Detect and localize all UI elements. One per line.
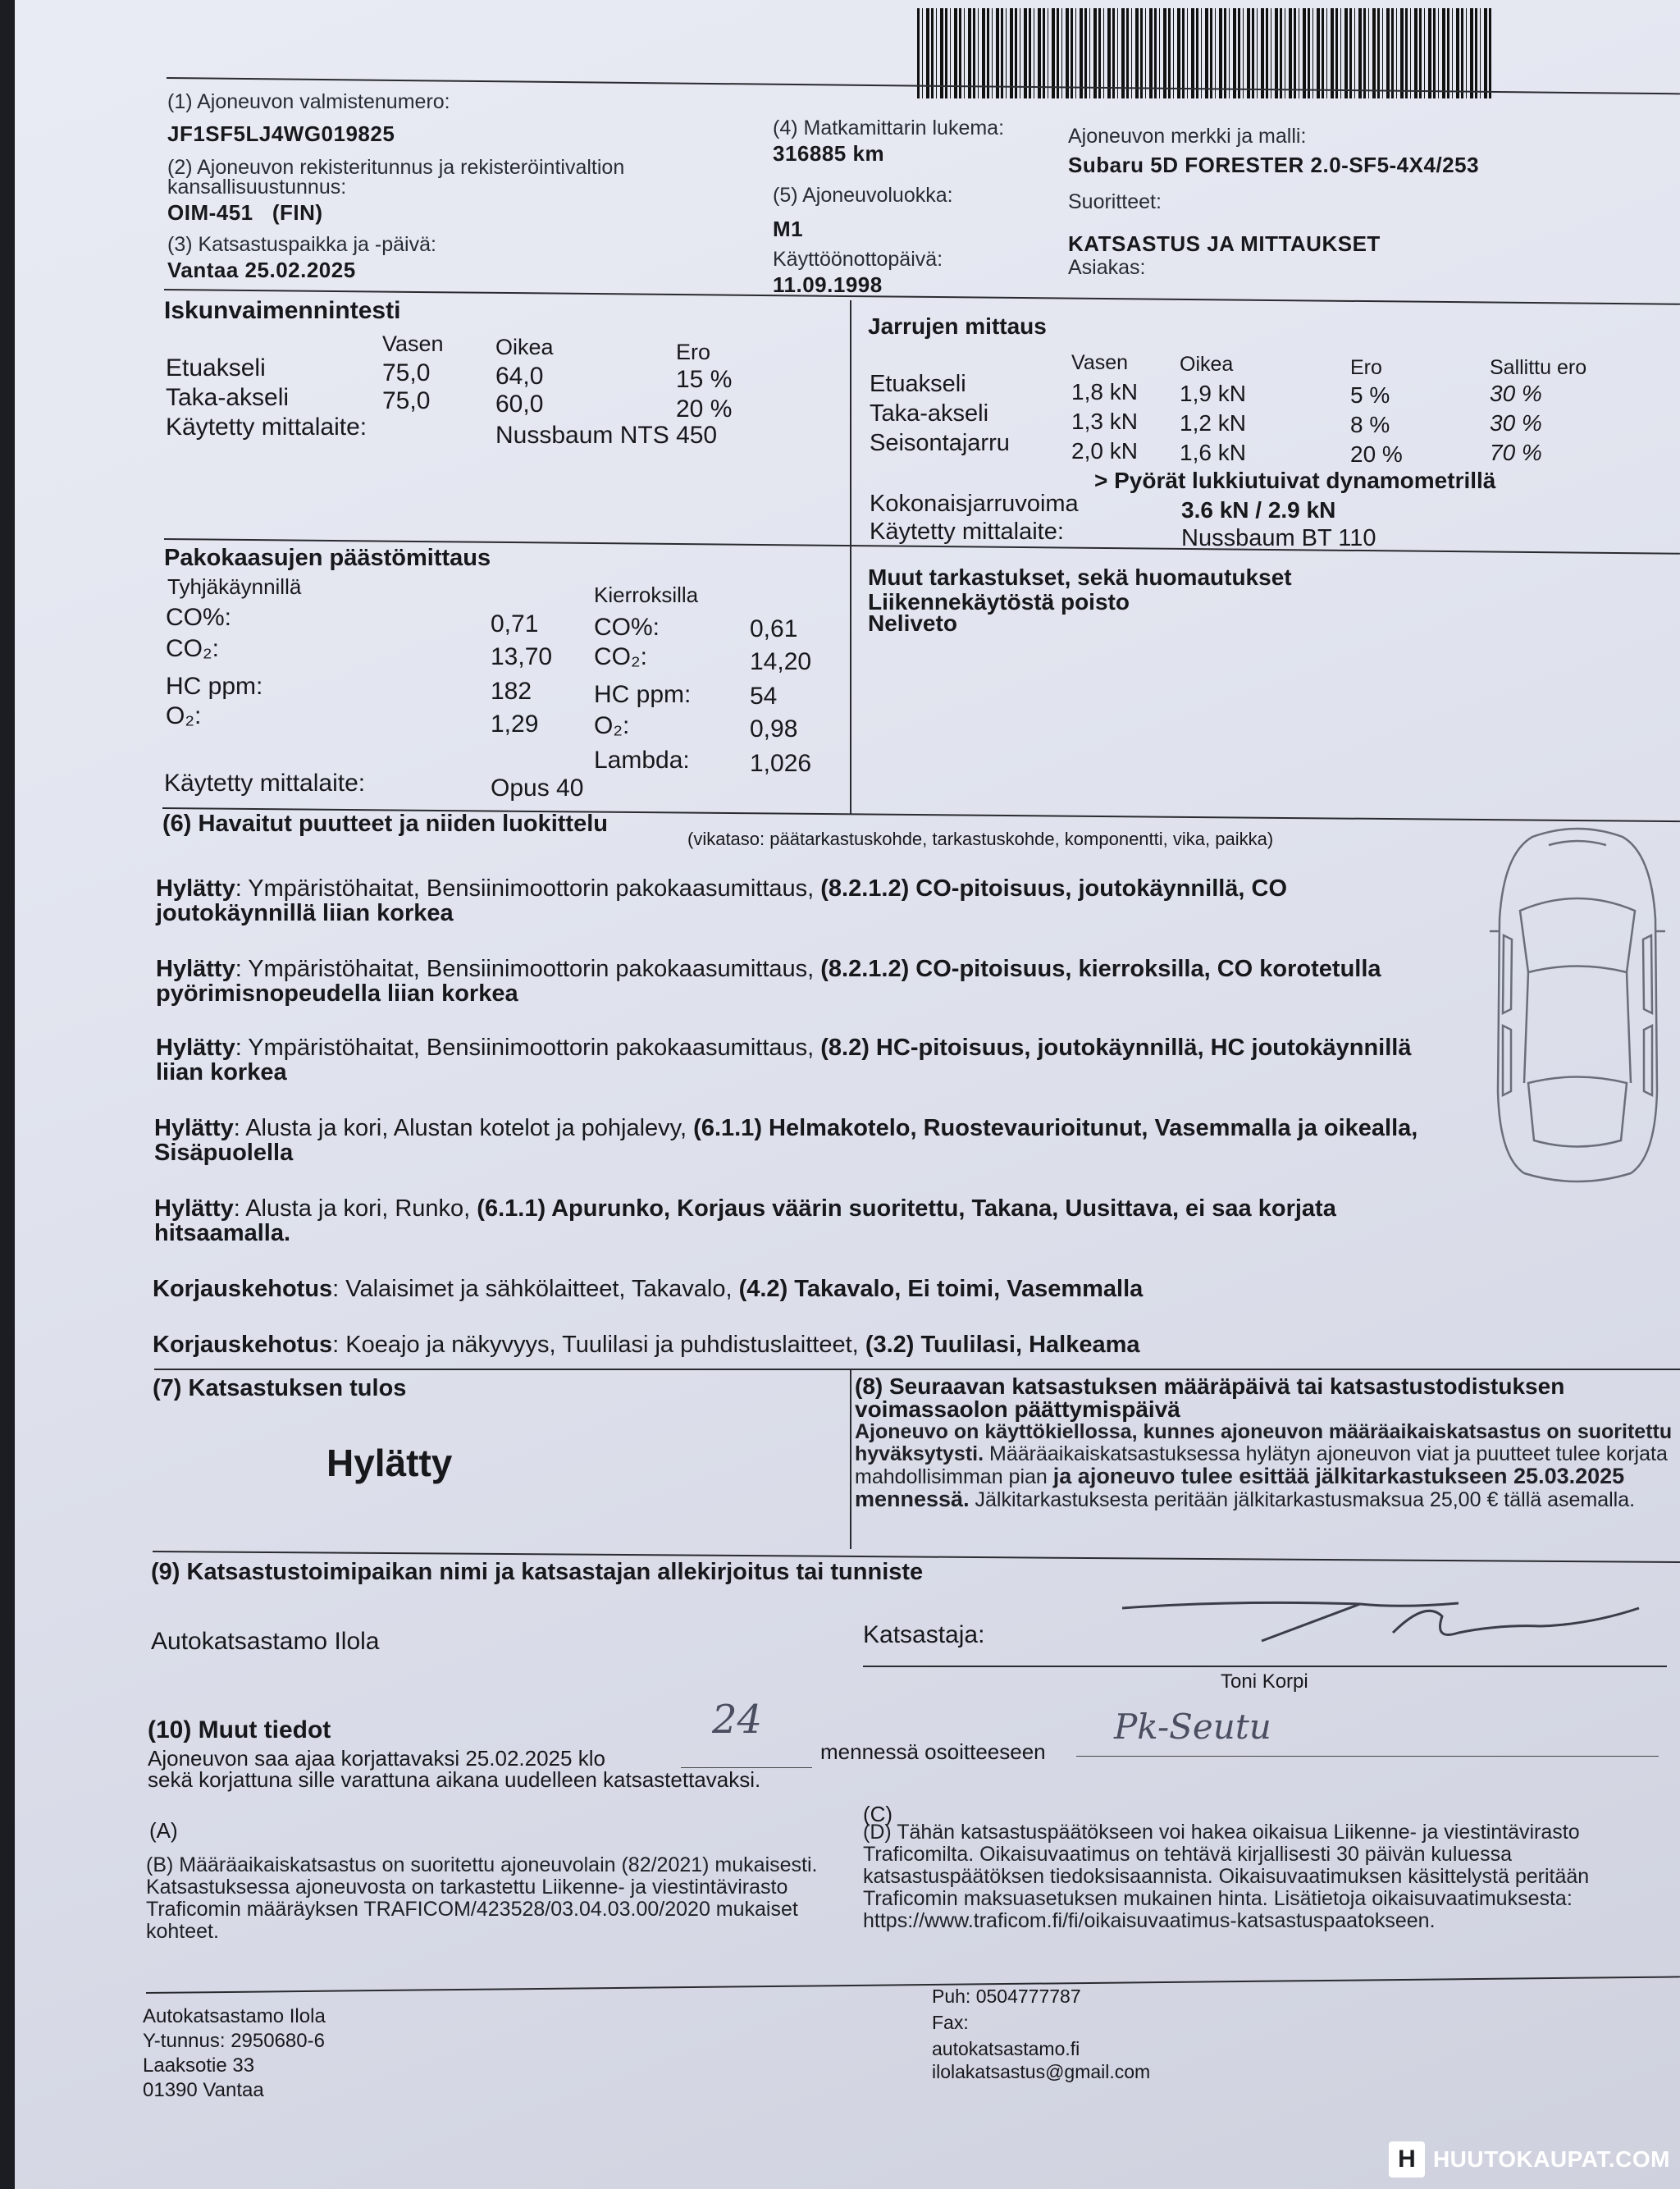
brakes-device-value: Nussbaum BT 110 xyxy=(1181,525,1376,551)
defect-detail: (4.2) Takavalo, Ei toimi, Vasemmalla xyxy=(738,1276,1144,1302)
idle-co-label: CO%: xyxy=(166,604,232,631)
defect-area: : Valaisimet ja sähkölaitteet, Takavalo, xyxy=(332,1276,739,1302)
column-divider-result xyxy=(850,1370,851,1549)
defects-subtitle: (vikataso: päätarkastuskohde, tarkastuskohde, komponentti, vika, paikka) xyxy=(687,829,1274,849)
inspector-signature xyxy=(1114,1583,1672,1657)
vin-label: (1) Ajoneuvon valmistenumero: xyxy=(167,90,450,113)
idle-co-value: 0,71 xyxy=(491,610,539,638)
shock-col-left: Vasen xyxy=(382,331,444,356)
defect-item xyxy=(154,1196,1434,1245)
shock-row-right: 60,0 xyxy=(495,391,544,418)
shock-device-value: Nussbaum NTS 450 xyxy=(495,422,718,449)
defect-level: Hylätty xyxy=(154,1115,234,1141)
footer-street: Laaksotie 33 xyxy=(143,2054,255,2077)
rpm-co2-value: 14,20 xyxy=(750,648,812,675)
defect-area: : Alusta ja kori, Alustan kotelot ja pohjalevy, xyxy=(233,1115,694,1141)
brakes-title: Jarrujen mittaus xyxy=(868,313,1047,339)
shock-row-left: 75,0 xyxy=(382,359,431,386)
brakes-row-allowed: 70 % xyxy=(1490,440,1542,465)
column-divider-top xyxy=(850,300,851,814)
address-blank-line xyxy=(1076,1756,1659,1757)
footer-rule xyxy=(146,1976,1680,1994)
vin-value: JF1SF5LJ4WG019825 xyxy=(167,121,395,146)
brakes-total-label: Kokonaisjarruvoima xyxy=(870,491,1079,517)
reg-label-2: kansallisuustunnus: xyxy=(167,176,347,199)
brakes-note: > Pyörät lukkiutuivat dynamometrillä xyxy=(1094,468,1496,493)
inspector-name: Toni Korpi xyxy=(1221,1670,1308,1693)
rpm-co-value: 0,61 xyxy=(750,615,798,642)
footer-web: autokatsastamo.fi xyxy=(932,2038,1080,2059)
other-info-hand-time: 24 xyxy=(712,1697,763,1743)
brakes-total-value: 3.6 kN / 2.9 kN xyxy=(1181,497,1336,523)
other-info-title: (10) Muut tiedot xyxy=(148,1716,331,1743)
brakes-row-left: 1,3 kN xyxy=(1071,409,1138,434)
defect-level: Hylätty xyxy=(154,1195,234,1222)
brakes-device-label: Käytetty mittalaite: xyxy=(870,519,1064,545)
brakes-col-diff: Ero xyxy=(1350,356,1382,379)
brakes-row-label: Seisontajarru xyxy=(870,430,1010,456)
performed-value: KATSASTUS JA MITTAUKSET xyxy=(1068,231,1381,256)
emissions-device-label: Käytetty mittalaite: xyxy=(164,770,366,797)
car-damage-diagram xyxy=(1483,820,1672,1190)
shock-row-left: 75,0 xyxy=(382,387,431,414)
first-use-value: 11.09.1998 xyxy=(773,272,883,297)
next-text-d: Jälkitarkastuksesta peritään jälkitarkastusmaksua 25,00 € tällä asemalla. xyxy=(969,1488,1636,1511)
place-label: (3) Katsastuspaikka ja -päivä: xyxy=(167,233,436,256)
defect-area: : Ympäristöhaitat, Bensiinimoottorin pakokaasumittaus, xyxy=(235,956,821,982)
idle-hc-value: 182 xyxy=(491,678,532,705)
defect-level: Hylätty xyxy=(156,1035,235,1061)
place-value: Vantaa 25.02.2025 xyxy=(167,258,356,282)
class-label: (5) Ajoneuvoluokka: xyxy=(773,184,953,207)
idle-title: Tyhjäkäynnillä xyxy=(167,574,302,599)
class-value: M1 xyxy=(773,217,804,241)
defect-detail: (8.2.1.2) CO-pitoisuus, kierroksilla, CO korotetulla pyörimisnopeudella liian korkea xyxy=(156,956,1381,1007)
defect-item xyxy=(156,1035,1436,1085)
next-title-2: voimassaolon päättymispäivä xyxy=(855,1396,1180,1422)
rpm-hc-value: 54 xyxy=(750,683,778,710)
idle-co2-value: 13,70 xyxy=(491,643,553,670)
idle-o2-value: 1,29 xyxy=(491,711,539,738)
defect-level: Hylätty xyxy=(156,875,235,902)
other-info-line2: sekä korjattuna sille varattuna aikana uudelleen katsastettavaksi. xyxy=(148,1767,761,1792)
station-name: Autokatsastamo Ilola xyxy=(151,1628,380,1655)
defects-bottom-rule xyxy=(154,1369,1680,1370)
first-use-label: Käyttöönottopäivä: xyxy=(773,248,943,271)
defect-detail: (6.1.1) Apurunko, Korjaus väärin suoritettu, Takana, Uusittava, ei saa korjata hitsaamalla. xyxy=(154,1195,1336,1246)
next-bold-c: ja ajoneuvo tulee esittää jälkitarkastukseen 25.03.2025 mennessä. xyxy=(855,1464,1625,1511)
idle-o2-label: O₂: xyxy=(166,702,202,729)
footer-fax: Fax: xyxy=(932,2012,969,2033)
signature-title: (9) Katsastustoimipaikan nimi ja katsastajan allekirjoitus tai tunniste xyxy=(151,1559,924,1585)
performed-label: Suoritteet: xyxy=(1068,190,1162,213)
emissions-device-value: Opus 40 xyxy=(491,775,584,802)
signature-rule xyxy=(863,1666,1667,1667)
other-info-line1a: Ajoneuvon saa ajaa korjattavaksi 25.02.2025 klo xyxy=(148,1746,605,1771)
rpm-lambda-label: Lambda: xyxy=(594,747,690,774)
defect-level: Korjauskehotus xyxy=(153,1276,333,1302)
make-value: Subaru 5D FORESTER 2.0-SF5-4X4/253 xyxy=(1068,153,1480,177)
rpm-co-label: CO%: xyxy=(594,614,660,641)
defect-level: Hylätty xyxy=(156,956,235,982)
brakes-row-label: Etuakseli xyxy=(870,371,966,397)
other-info-b: (B) Määräaikaiskatsastus on suoritettu ajoneuvolain (82/2021) mukaisesti. Katsastuksessa ajoneuvosta on tarkastettu Liikenne- ja viestintävirasto Traficomin määräyksen TRAFICOM/423528/03.04.03.00/2020 mukaiset kohteet. xyxy=(146,1853,818,1943)
other-info-a: (A) xyxy=(149,1818,178,1843)
footer-name: Autokatsastamo Ilola xyxy=(143,2005,326,2027)
idle-hc-label: HC ppm: xyxy=(166,673,263,700)
shock-row-diff: 20 % xyxy=(676,395,733,423)
defect-detail: (6.1.1) Helmakotelo, Ruostevaurioitunut, Vasemmalla ja oikealla, Sisäpuolella xyxy=(154,1115,1418,1166)
other-info-d: (D) Tähän katsastuspäätökseen voi hakea oikaisua Liikenne- ja viestintävirasto Traficomilta. Oikaisuvaatimus on tehtävä kirjallisesti 30 päivän kuluessa katsastuspäätöksen tiedoksisaannista. Oikaisuvaatimuksen käsittelystä peritään Traficomin maksuasetuksen mukainen hinta. Lisätietoja oikaisuvaatimuksesta: https://www.traficom.fi/fi/oikaisuvaatimus-katsastuspaatokseen. xyxy=(863,1821,1590,1932)
other-info-c: (C) xyxy=(863,1802,893,1826)
reg-value: OIM-451 (FIN) xyxy=(167,200,323,225)
brakes-row-allowed: 30 % xyxy=(1490,381,1542,406)
other-checks-line3: Neliveto xyxy=(868,610,957,636)
shock-col-diff: Ero xyxy=(676,340,711,364)
result-value: Hylätty xyxy=(326,1442,453,1484)
shock-row-diff: 15 % xyxy=(676,366,733,393)
brakes-row-left: 1,8 kN xyxy=(1071,379,1138,404)
inspection-report-page xyxy=(15,0,1680,2189)
other-checks-line1: Muut tarkastukset, sekä huomautukset xyxy=(868,564,1292,590)
defect-detail: (8.2.1.2) CO-pitoisuus, joutokäynnillä, CO joutokäynnillä liian korkea xyxy=(156,875,1288,926)
shock-row-label: Etuakseli xyxy=(166,354,266,382)
defect-area: : Ympäristöhaitat, Bensiinimoottorin pakokaasumittaus, xyxy=(235,875,821,902)
odometer-value: 316885 km xyxy=(773,141,885,166)
footer-ytunnus: Y-tunnus: 2950680-6 xyxy=(143,2030,325,2052)
barcode xyxy=(917,8,1491,98)
defect-detail: (8.2) HC-pitoisuus, joutokäynnillä, HC joutokäynnillä liian korkea xyxy=(156,1035,1412,1085)
footer-phone: Puh: 0504777787 xyxy=(932,1986,1081,2007)
defects-title: (6) Havaitut puutteet ja niiden luokittelu xyxy=(162,811,608,837)
rpm-o2-value: 0,98 xyxy=(750,715,798,743)
brakes-row-diff: 5 % xyxy=(1350,382,1390,408)
brakes-row-right: 1,2 kN xyxy=(1180,410,1246,436)
defect-detail: (3.2) Tuulilasi, Halkeama xyxy=(865,1332,1140,1358)
brakes-row-right: 1,6 kN xyxy=(1180,440,1246,465)
footer-email: ilolakatsastus@gmail.com xyxy=(932,2061,1151,2082)
rpm-co2-label: CO₂: xyxy=(594,643,647,670)
defect-level: Korjauskehotus xyxy=(153,1332,333,1358)
defect-item xyxy=(153,1332,1432,1357)
next-title-1: (8) Seuraavan katsastuksen määräpäivä tai katsastustodistuksen xyxy=(855,1373,1565,1399)
other-checks-line2: Liikennekäytöstä poisto xyxy=(868,589,1130,615)
defect-item xyxy=(153,1277,1432,1301)
shock-title: Iskunvaimennintesti xyxy=(164,297,401,324)
brakes-col-left: Vasen xyxy=(1071,351,1129,374)
rpm-title: Kierroksilla xyxy=(594,583,699,607)
site-watermark xyxy=(1389,2141,1670,2178)
brakes-col-right: Oikea xyxy=(1180,353,1234,376)
rpm-hc-label: HC ppm: xyxy=(594,681,692,708)
defect-area: : Ympäristöhaitat, Bensiinimoottorin pakokaasumittaus, xyxy=(235,1035,821,1061)
emissions-title: Pakokaasujen päästömittaus xyxy=(164,545,491,571)
shock-device-label: Käytetty mittalaite: xyxy=(166,414,368,441)
defect-area: : Alusta ja kori, Runko, xyxy=(233,1195,477,1222)
defect-item xyxy=(156,876,1436,925)
customer-label: Asiakas: xyxy=(1068,256,1146,279)
idle-co2-label: CO₂: xyxy=(166,635,219,662)
next-text-b: Määräaikaiskatsastuksessa hylätyn ajoneuvon viat ja puutteet tulee korjata mahdollisimman pian xyxy=(855,1442,1668,1488)
odometer-label: (4) Matkamittarin lukema: xyxy=(773,117,1005,139)
next-bold-a: Ajoneuvo on käyttökiellossa, kunnes ajoneuvon määräaikaiskatsastus on suoritettu hyväksytysti. xyxy=(855,1420,1673,1465)
brakes-col-allowed: Sallittu ero xyxy=(1490,356,1587,379)
footer-city: 01390 Vantaa xyxy=(143,2079,264,2101)
brakes-row-right: 1,9 kN xyxy=(1180,381,1246,406)
defect-area: : Koeajo ja näkyvyys, Tuulilasi ja puhdistuslaitteet, xyxy=(332,1332,865,1358)
watermark-logo: H xyxy=(1389,2141,1425,2178)
other-info-line1b: mennessä osoitteeseen xyxy=(820,1739,1046,1764)
next-body xyxy=(855,1421,1675,1511)
shock-row-right: 64,0 xyxy=(495,363,544,390)
watermark-text: HUUTOKAUPAT.COM xyxy=(1432,2146,1670,2172)
shock-row-label: Taka-akseli xyxy=(166,384,290,411)
inspector-label: Katsastaja: xyxy=(863,1621,985,1648)
brakes-row-allowed: 30 % xyxy=(1490,410,1542,436)
shock-col-right: Oikea xyxy=(495,335,554,359)
result-title: (7) Katsastuksen tulos xyxy=(153,1375,407,1401)
rpm-lambda-value: 1,026 xyxy=(750,750,812,777)
rpm-o2-label: O₂: xyxy=(594,712,630,739)
brakes-row-left: 2,0 kN xyxy=(1071,438,1138,464)
other-info-hand-address: Pk-Seutu xyxy=(1114,1707,1271,1747)
brakes-row-diff: 8 % xyxy=(1350,412,1390,437)
brakes-row-label: Taka-akseli xyxy=(870,400,989,427)
brakes-row-diff: 20 % xyxy=(1350,441,1403,467)
defect-item xyxy=(154,1116,1434,1165)
defect-item xyxy=(156,957,1436,1006)
reg-label-1: (2) Ajoneuvon rekisteritunnus ja rekisteröintivaltion xyxy=(167,156,625,179)
make-label: Ajoneuvon merkki ja malli: xyxy=(1068,125,1307,148)
